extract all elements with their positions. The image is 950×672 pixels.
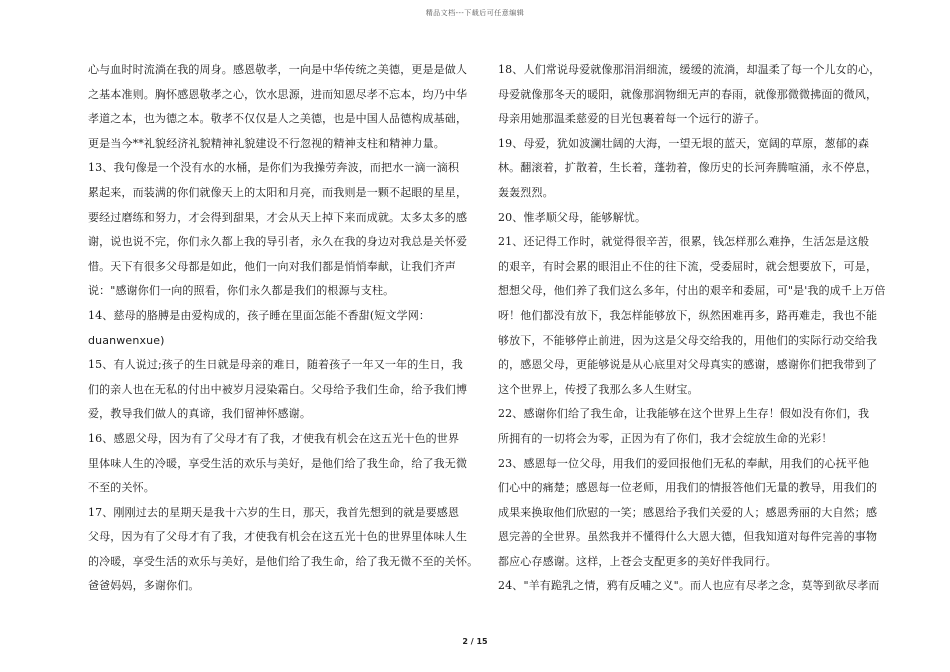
text-line: 爸爸妈妈，多谢你们。 xyxy=(88,579,200,593)
text-line: 孝道之本，也为德之本。敬孝不仅仅是人之美德，也是中国人品德构成基础， xyxy=(88,112,468,126)
right-column xyxy=(498,58,886,599)
text-line: 不至的关怀。 xyxy=(88,481,155,495)
text-line: 爱，教导我们做人的真谛，我们留神怀感谢。 xyxy=(88,407,311,421)
left-column xyxy=(88,58,479,599)
text-line: 够放下，不能够停止前进，因为这是父母交给我的，用他们的实际行动交给我 xyxy=(498,333,878,347)
text-line: 恩完善的全世界。虽然我并不懂得什么大恩大德，但我知道对每件完善的事物 xyxy=(498,530,878,544)
paragraph xyxy=(498,132,878,206)
paragraph xyxy=(88,58,468,156)
text-line: 14、慈母的胳膊是由爱构成的，孩子睡在里面怎能不香甜(短文学网： xyxy=(88,308,431,322)
text-line: 所拥有的一切将会为零，正因为有了你们，我才会绽放生命的光彩！ xyxy=(498,431,833,445)
text-line: 18、人们常说母爱就像那涓涓细流，缓缓的流淌，却温柔了每一个儿女的心， xyxy=(498,63,881,76)
text-line: 累起来，而装满的你们就像天上的太阳和月亮，而我则是一颗不起眼的星星， xyxy=(88,185,468,199)
text-line: 的冷暖，享受生活的欢乐与美好，是他们给了我生命，给了我无微不至的关怀。 xyxy=(88,554,479,568)
text-line: 轰轰烈烈。 xyxy=(498,185,554,199)
text-line: 20、惟孝顺父母，能够解忧。 xyxy=(498,210,647,224)
text-line: 13、我句像是一个没有水的水桶，是你们为我操劳奔波，而把水一滴一滴积 xyxy=(88,161,460,175)
paragraph xyxy=(88,156,468,304)
paragraph xyxy=(498,230,886,402)
paragraph xyxy=(498,58,881,132)
text-line: 24、"羊有跪乳之情，鸦有反哺之义"。而人也应有尽孝之念，莫等到欲尽孝而 xyxy=(498,579,880,593)
paragraph xyxy=(88,501,479,599)
text-line: 心与血时时流淌在我的周身。感恩敬孝，一向是中华传统之美德，更是是做人 xyxy=(88,63,468,76)
text-line: 母爱就像那冬天的暖阳，就像那润物细无声的春雨，就像那微微拂面的微风， xyxy=(498,87,878,101)
text-line: 都应心存感谢。这样，上苍会支配更多的美好伴我同行。 xyxy=(498,554,777,568)
text-line: 之基本准则。胸怀感恩敬孝之心，饮水思源，进而知恩尽孝不忘本，均乃中华 xyxy=(88,87,468,101)
text-line: 想想父母，他们养了我们这么多年，付出的艰辛和委屈，可"是'我的成千上万倍 xyxy=(498,284,886,298)
text-line: 16、感恩父母，因为有了父母才有了我，才使我有机会在这五光十色的世界 xyxy=(88,431,460,445)
text-line: 里体味人生的冷暖，享受生活的欢乐与美好，是他们给了我生命，给了我无微 xyxy=(88,456,468,470)
text-line: 们的亲人也在无私的付出中被岁月浸染霜白。父母给予我们生命，给予我们博 xyxy=(88,382,468,396)
text-line: 说："感谢你们一向的照看，你们永久都是我们的根源与支柱。 xyxy=(88,284,395,298)
text-line: 要经过磨练和努力，才会得到甜果，才会从天上掉下来而成就。太多太多的感 xyxy=(88,210,468,224)
text-line: 谢，说也说不完，你们永久都上我的导引者，永久在我的身边对我总是关怀爱 xyxy=(88,235,468,249)
text-line: 林。翻滚着，扩散着，生长着，蓬勃着，像历史的长河奔腾喧涌，永不停息， xyxy=(498,161,878,175)
text-line: 15、有人说过;孩子的生日就是母亲的难日，随着孩子一年又一年的生日，我 xyxy=(88,358,463,372)
text-line: 21、还记得工作时，就觉得很辛苦，很累，钱怎样那么难挣，生活怎是这般 xyxy=(498,235,870,249)
paragraph xyxy=(88,427,468,501)
text-line: 22、感谢你们给了我生命，让我能够在这个世界上生存！假如没有你们，我 xyxy=(498,407,870,421)
text-line: 的艰辛，有时会累的眼泪止不住的往下流，受委屈时，就会想要放下，可是， xyxy=(498,259,878,273)
text-line: 们心中的痛楚；感恩每一位老师，用我们的情报答他们无量的教导，用我们的 xyxy=(498,481,878,495)
text-line: 19、母爱，犹如波澜壮阔的大海，一望无垠的蓝天，宽阔的草原，葱郁的森 xyxy=(498,136,870,150)
page-number: 2 / 15 xyxy=(462,637,488,646)
text-line: 17、刚刚过去的星期天是我十六岁的生日，那天，我首先想到的就是要感恩 xyxy=(88,505,460,519)
paragraph xyxy=(498,402,870,451)
text-line: 23、感恩每一位父母，用我们的爱回报他们无私的奉献，用我们的心抚平他 xyxy=(498,456,870,470)
paragraph xyxy=(498,206,870,231)
text-line: 父母，因为有了父母才有了我，才使我有机会在这五光十色的世界里体味人生 xyxy=(88,530,468,544)
text-line: 成果来换取他们欣慰的一笑；感恩给予我们关爱的人；感恩秀丽的大自然；感 xyxy=(498,505,878,519)
text-line: 这个世界上，传授了我那么多人生财宝。 xyxy=(498,382,699,396)
paragraph xyxy=(498,452,878,575)
page-header: 精品文档---下载后可任意编辑 xyxy=(425,9,525,17)
paragraph xyxy=(88,304,460,353)
text-line: 母亲用她那温柔慈爱的目光包裹着每一个远行的游子。 xyxy=(498,112,766,126)
text-line: 更是当今**礼貌经济礼貌精神礼貌建设不行忽视的精神支柱和精神力量。 xyxy=(88,136,445,150)
paragraph xyxy=(498,574,880,599)
text-line: 的，感恩父母，更能够说是从心底里对父母真实的感谢，感谢你们把我带到了 xyxy=(498,358,878,372)
text-line: 惜。天下有很多父母都是如此，他们一向对我们都是悄悄奉献，让我们齐声 xyxy=(88,259,456,273)
text-line: 呀！他们都没有放下，我怎样能够放下，纵然困难再多，路再难走，我也不能 xyxy=(498,308,878,322)
text-line: duanwenxue) xyxy=(88,333,165,347)
paragraph xyxy=(88,353,468,427)
